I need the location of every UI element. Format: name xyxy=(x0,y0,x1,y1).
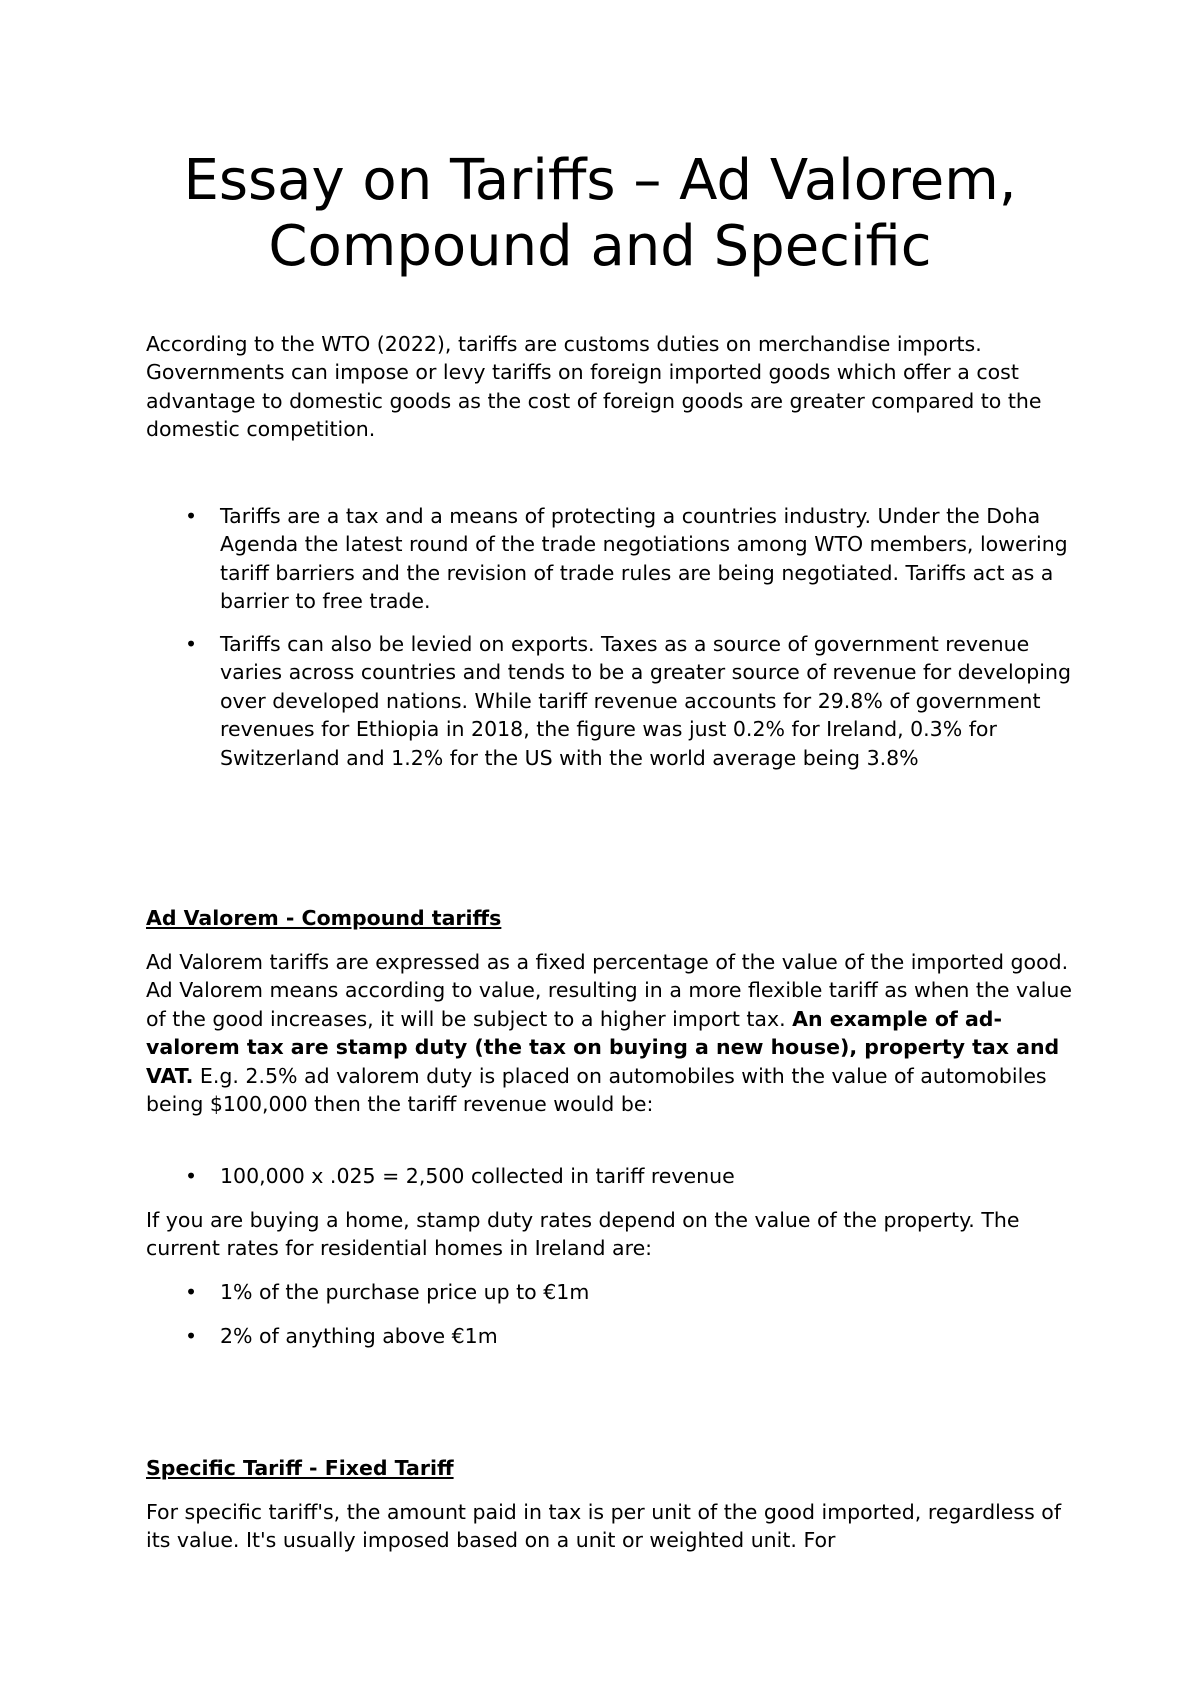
bullet-dot: • xyxy=(184,1324,198,1348)
bold-example-text: An example of ad-valorem tax are stamp duty (the tax on buying a new house), property tax and VAT. xyxy=(146,1006,1060,1088)
list-item xyxy=(146,1322,1086,1350)
list-item xyxy=(146,630,1086,772)
list-item xyxy=(146,502,1086,616)
title-line-2: Compound and Specific xyxy=(268,214,932,279)
bullet-dot: • xyxy=(184,1280,198,1304)
list-item-text: 1% of the purchase price up to €1m xyxy=(220,1280,590,1304)
ad-valorem-paragraph: Ad Valorem tariffs are expressed as a fixed percentage of the value of the imported good. Ad Valorem means according to value, resulting in a more flexible tariff as when the value of the good increases, it will be subject to a higher import tax. An example of ad-valorem tax are stamp duty (the tax on buying a new house), property tax and VAT. E.g. 2.5% ad valorem duty is placed on automobiles with the value of automobiles being $100,000 then the tariff revenue would be: xyxy=(146,950,1073,1117)
bullet-dot: • xyxy=(184,632,198,656)
stamp-duty-paragraph: If you are buying a home, stamp duty rates depend on the value of the property. The current rates for residential homes in Ireland are: xyxy=(146,1208,1020,1261)
list-item xyxy=(146,1162,1086,1190)
list-item-text: Tariffs are a tax and a means of protecting a countries industry. Under the Doha Agenda the latest round of the trade negotiations among WTO members, lowering tariff barriers and the revision of trade rules are being negotiated. Tariffs act as a barrier to free trade. xyxy=(220,504,1068,614)
section-heading-ad-valorem: Ad Valorem - Compound tariffs xyxy=(146,906,502,930)
specific-tariff-paragraph: For specific tariff's, the amount paid in tax is per unit of the good imported, regardless of its value. It's usually imposed based on a unit or weighted unit. For xyxy=(146,1500,1062,1553)
document-title xyxy=(0,148,1200,280)
bullet-dot: • xyxy=(184,504,198,528)
title-line-1: Essay on Tariffs – Ad Valorem, xyxy=(183,148,1017,213)
bullet-dot: • xyxy=(184,1164,198,1188)
list-item-text: Tariffs can also be levied on exports. Taxes as a source of government revenue varies across countries and tends to be a greater source of revenue for developing over developed nations. While tariff revenue accounts for 29.8% of government revenues for Ethiopia in 2018, the figure was just 0.2% for Ireland, 0.3% for Switzerland and 1.2% for the US with the world average being 3.8% xyxy=(220,632,1071,770)
list-item-text: 100,000 x .025 = 2,500 collected in tariff revenue xyxy=(220,1164,735,1188)
list-item-text: 2% of anything above €1m xyxy=(220,1324,498,1348)
list-item xyxy=(146,1278,1086,1306)
section-heading-specific-tariff: Specific Tariff - Fixed Tariff xyxy=(146,1456,454,1480)
intro-paragraph: According to the WTO (2022), tariffs are customs duties on merchandise imports. Governments can impose or levy tariffs on foreign imported goods which offer a cost advantage to domestic goods as the cost of foreign goods are greater compared to the domestic competition. xyxy=(146,332,1042,442)
